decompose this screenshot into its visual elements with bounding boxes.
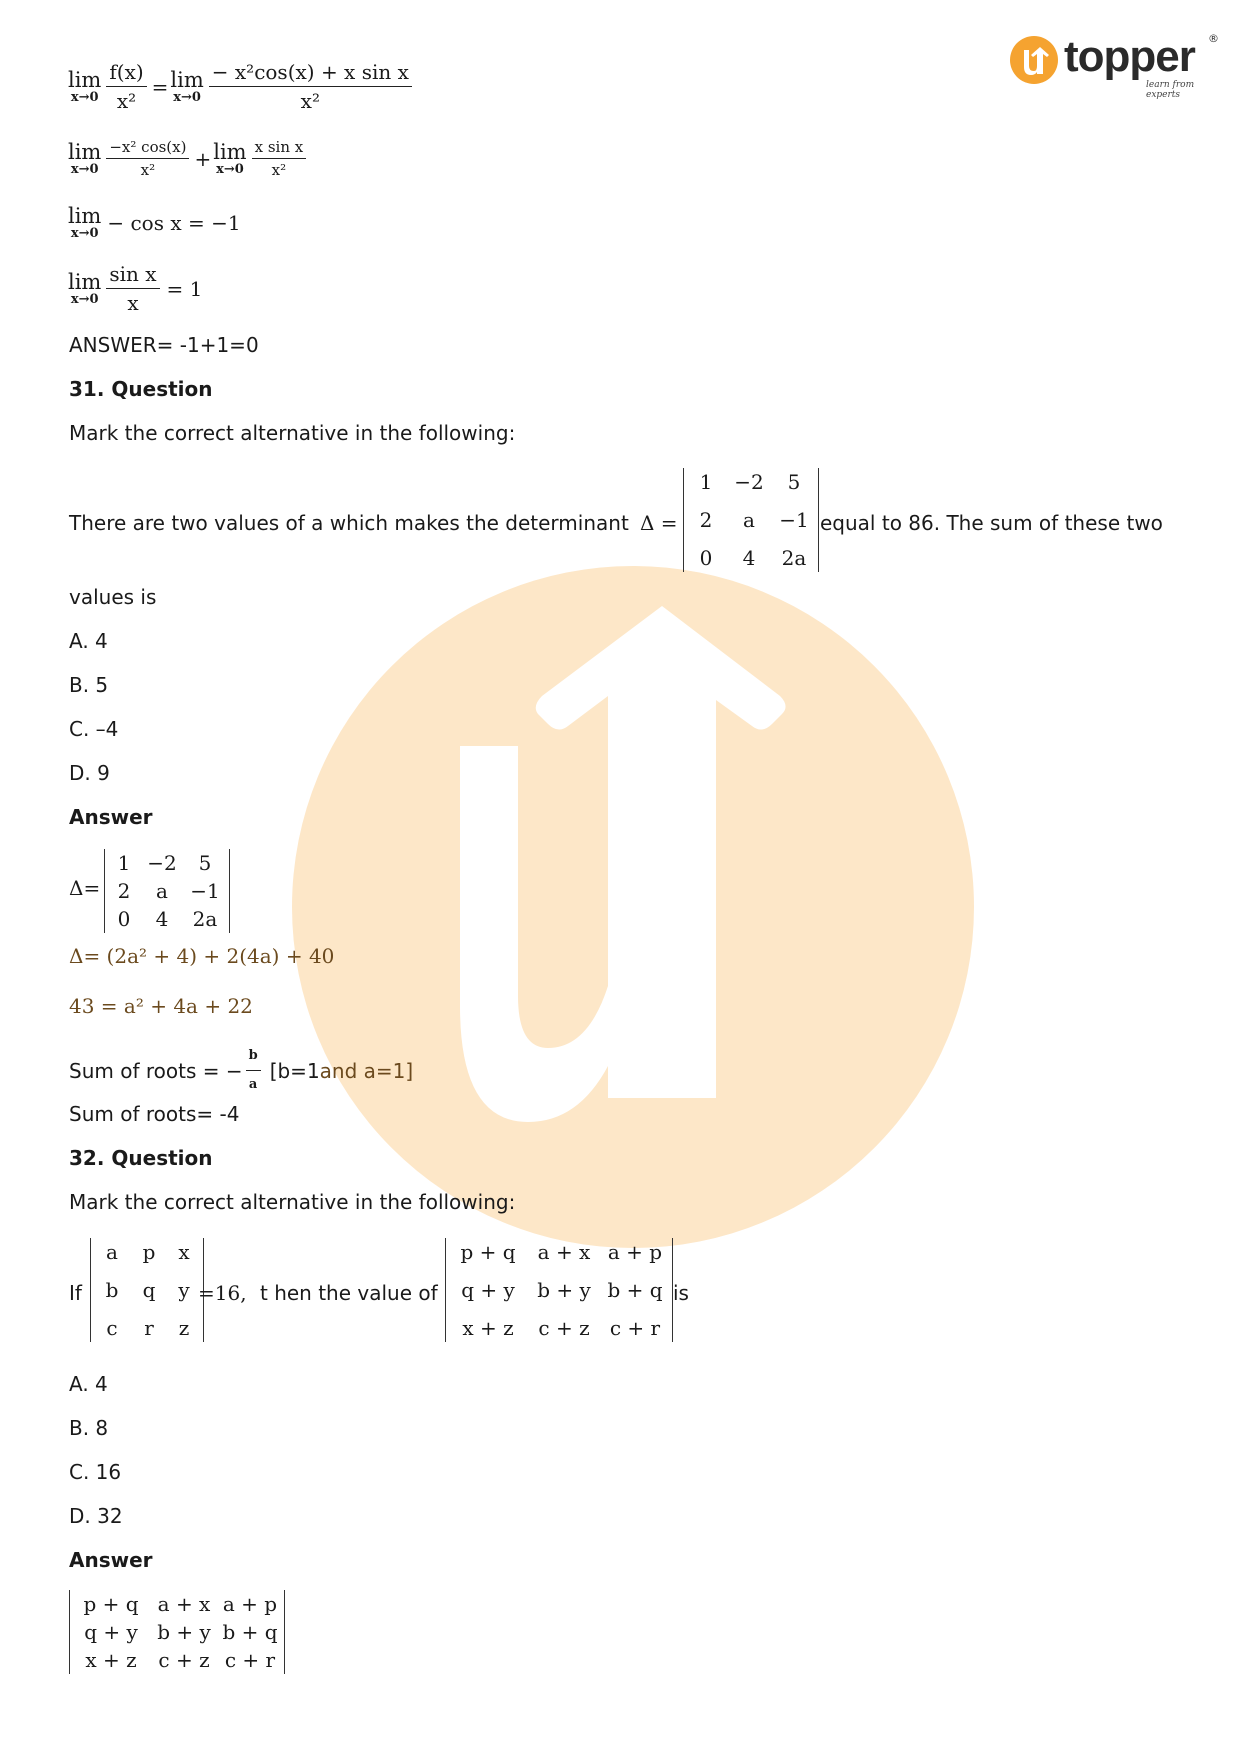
topper-logo bbox=[1010, 30, 1225, 100]
q32-is: is bbox=[673, 1281, 689, 1305]
q32-equals-16: =16, bbox=[198, 1281, 247, 1305]
matrix-cell: y bbox=[178, 1278, 190, 1302]
q32-option-c: C. 16 bbox=[69, 1460, 122, 1484]
logo-registered-mark: ® bbox=[1208, 32, 1219, 45]
matrix-cell: b + y bbox=[537, 1278, 591, 1302]
matrix-cell: −1 bbox=[779, 508, 809, 532]
matrix-cell: 0 bbox=[699, 546, 713, 570]
matrix-cell: a bbox=[743, 508, 755, 532]
matrix-cell: 2 bbox=[699, 508, 713, 532]
q31-stem-after: equal to 86. The sum of these two bbox=[820, 511, 1163, 535]
limit-line-4: lim x→0 $\frac{\text{sin x}}{x}$ = 1 bbox=[68, 262, 203, 315]
matrix-cell: p + q bbox=[460, 1240, 516, 1264]
watermark-logo bbox=[292, 566, 974, 1248]
matrix-cell: −1 bbox=[190, 879, 220, 903]
watermark-u-arrow-icon bbox=[292, 566, 974, 1248]
q32-answer-determinant bbox=[69, 1590, 285, 1674]
q32-determinant-given bbox=[90, 1238, 204, 1342]
logo-u-icon bbox=[1010, 36, 1058, 84]
matrix-cell: x + z bbox=[85, 1648, 137, 1672]
q31-heading: 31. Question bbox=[69, 377, 213, 401]
q32-option-d: D. 32 bbox=[69, 1504, 123, 1528]
matrix-cell: q + y bbox=[84, 1620, 138, 1644]
q31-option-c: C. –4 bbox=[69, 717, 119, 741]
matrix-cell: 2a bbox=[781, 546, 807, 570]
matrix-cell: c bbox=[106, 1316, 118, 1340]
matrix-cell: b + q bbox=[222, 1620, 278, 1644]
q31-step-1: Δ= (2a² + 4) + 2(4a) + 40 bbox=[69, 944, 335, 968]
matrix-cell: z bbox=[178, 1316, 190, 1340]
matrix-cell: x + z bbox=[462, 1316, 514, 1340]
q32-option-b: B. 8 bbox=[69, 1416, 109, 1440]
q32-heading: 32. Question bbox=[69, 1146, 213, 1170]
q31-step-2: 43 = a² + 4a + 22 bbox=[69, 994, 253, 1018]
q32-then-text: t hen the value of bbox=[260, 1281, 438, 1305]
logo-tagline: learn from experts bbox=[1146, 80, 1195, 100]
q32-option-a: A. 4 bbox=[69, 1372, 108, 1396]
matrix-cell: a bbox=[156, 879, 168, 903]
matrix-cell: a + x bbox=[157, 1592, 211, 1616]
q31-delta-eq: Δ = bbox=[640, 511, 678, 535]
q32-answer-heading: Answer bbox=[69, 1548, 153, 1572]
matrix-cell: x bbox=[178, 1240, 190, 1264]
q31-delta-label: Δ= bbox=[69, 876, 101, 900]
q31-option-b: B. 5 bbox=[69, 673, 109, 697]
matrix-cell: 1 bbox=[117, 851, 131, 875]
matrix-cell: 4 bbox=[742, 546, 756, 570]
q31-option-d: D. 9 bbox=[69, 761, 110, 785]
matrix-cell: 5 bbox=[787, 470, 801, 494]
matrix-cell: b + q bbox=[607, 1278, 663, 1302]
matrix-cell: c + r bbox=[224, 1648, 276, 1672]
matrix-cell: b bbox=[105, 1278, 119, 1302]
matrix-cell: q + y bbox=[461, 1278, 515, 1302]
q31-stem-before: There are two values of a which makes the determinant bbox=[69, 511, 629, 535]
q31-answer-heading: Answer bbox=[69, 805, 153, 829]
q31-determinant bbox=[683, 468, 819, 572]
q31-sum-result: Sum of roots= -4 bbox=[69, 1102, 240, 1126]
q31-option-a: A. 4 bbox=[69, 629, 108, 653]
q31-instruction: Mark the correct alternative in the following: bbox=[69, 421, 516, 445]
matrix-cell: c + r bbox=[609, 1316, 661, 1340]
limit-line-1: lim x→0 $\frac{f(x)}{\text{x²}}$ = lim x→0 $\frac{\text{− x²cos(x) + x sin x}}{\text{x²}}$ bbox=[68, 60, 415, 113]
logo-brand-text: topper bbox=[1064, 32, 1195, 81]
matrix-cell: b + y bbox=[157, 1620, 211, 1644]
matrix-cell: a + p bbox=[222, 1592, 278, 1616]
matrix-cell: p + q bbox=[83, 1592, 139, 1616]
matrix-cell: 2 bbox=[117, 879, 131, 903]
matrix-cell: −2 bbox=[734, 470, 764, 494]
matrix-cell: a bbox=[106, 1240, 118, 1264]
matrix-cell: r bbox=[144, 1316, 154, 1340]
matrix-cell: q bbox=[142, 1278, 156, 1302]
q31-sum-of-roots-formula: Sum of roots = − $\frac{b}{a}$ [b=1 and a=1] bbox=[69, 1044, 413, 1097]
q31-stem-end: values is bbox=[69, 585, 157, 609]
matrix-cell: c + z bbox=[538, 1316, 590, 1340]
matrix-cell: a + x bbox=[537, 1240, 591, 1264]
limit-line-3: lim x→0 − cos x = −1 bbox=[68, 204, 241, 241]
q31-answer-determinant bbox=[104, 849, 230, 933]
matrix-cell: −2 bbox=[147, 851, 177, 875]
matrix-cell: 1 bbox=[699, 470, 713, 494]
matrix-cell: c + z bbox=[158, 1648, 210, 1672]
limit-line-2: lim x→0 $\frac{\text{−x² cos(x)}}{\text{x²}}$ + lim x→0 $\frac{\text{x sin x}}{\text{x²}}$ bbox=[68, 138, 309, 179]
matrix-cell: 0 bbox=[117, 907, 131, 931]
matrix-cell: 2a bbox=[192, 907, 218, 931]
q32-if: If bbox=[69, 1281, 82, 1305]
q32-determinant-asked bbox=[445, 1238, 673, 1342]
matrix-cell: 4 bbox=[155, 907, 169, 931]
matrix-cell: 5 bbox=[198, 851, 212, 875]
matrix-cell: p bbox=[142, 1240, 156, 1264]
matrix-cell: a + p bbox=[607, 1240, 663, 1264]
answer-30-text: ANSWER= -1+1=0 bbox=[69, 333, 259, 357]
q32-instruction: Mark the correct alternative in the following: bbox=[69, 1190, 516, 1214]
